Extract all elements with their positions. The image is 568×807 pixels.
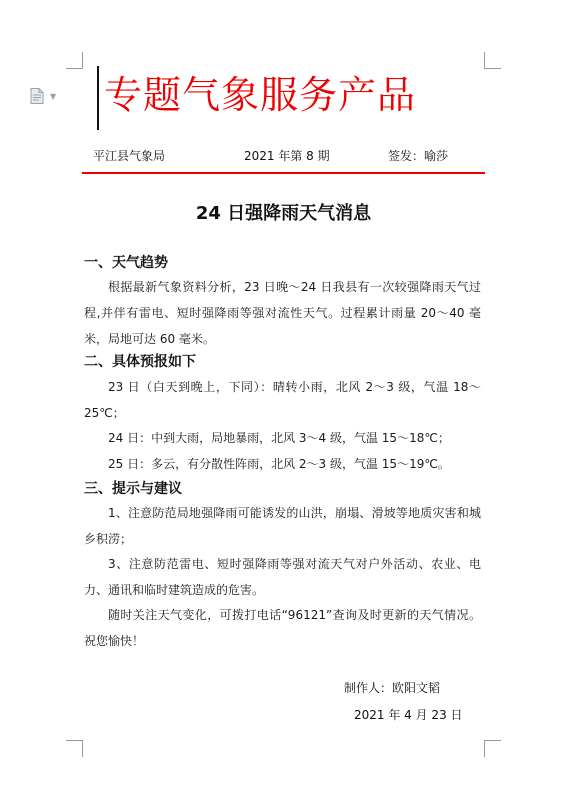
issue-number: 2021 年第 8 期 <box>244 149 330 163</box>
section-heading: 三、提示与建议 <box>84 481 182 497</box>
signer-label: 签发：喻莎 <box>388 149 449 163</box>
page-corner-mark <box>66 52 83 69</box>
section-heading: 一、天气趋势 <box>84 255 168 271</box>
author-label: 制作人：欧阳文韬 <box>344 681 441 695</box>
text-cursor <box>97 66 99 130</box>
paragraph: 25 日：多云，有分散性阵雨，北风 2～3 级，气温 15～19℃。 <box>108 457 450 471</box>
date-label: 2021 年 4 月 23 日 <box>354 708 463 722</box>
document-icon[interactable] <box>30 88 44 104</box>
red-divider <box>82 172 485 174</box>
page-corner-mark <box>484 52 501 69</box>
page-corner-mark <box>484 740 501 757</box>
paragraph: 23 日（白天到晚上，下同）：晴转小雨，北风 2～3 级，气温 18～25℃； <box>84 380 481 420</box>
masthead-title: 专题气象服务产品 <box>104 73 417 117</box>
document-title: 24 日强降雨天气消息 <box>195 203 372 224</box>
paragraph: 根据最新气象资料分析，23 日晚～24 日我县有一次较强降雨天气过程,并伴有雷电、短时强降雨等强对流性天气。过程累计雨量 20～40 毫米，局地可达 60 毫米。 <box>84 280 481 346</box>
chevron-down-icon[interactable]: ▼ <box>50 92 57 101</box>
paragraph: 3、注意防范雷电、短时强降雨等强对流天气对户外活动、农业、电力、通讯和临时建筑造成的危害。 <box>84 557 481 597</box>
page-corner-mark <box>66 740 83 757</box>
section-heading: 二、具体预报如下 <box>84 354 196 370</box>
issuer-label: 平江县气象局 <box>93 149 166 163</box>
paragraph: 1、注意防范局地强降雨可能诱发的山洪，崩塌、滑坡等地质灾害和城乡积涝； <box>84 506 481 546</box>
paragraph: 随时关注天气变化，可拨打电话“96121”查询及时更新的天气情况。祝您愉快！ <box>84 608 481 648</box>
paragraph: 24 日：中到大雨，局地暴雨，北风 3～4 级，气温 15～18℃； <box>108 431 450 445</box>
